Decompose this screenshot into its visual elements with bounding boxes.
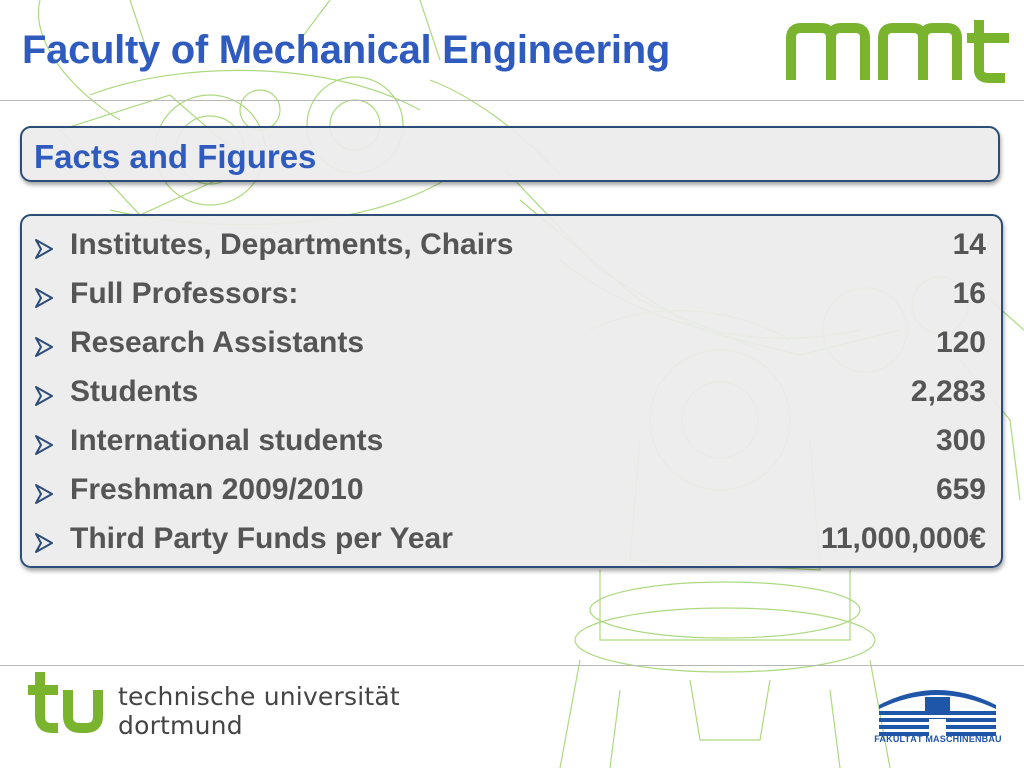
section-heading-box <box>20 126 1000 182</box>
fact-value: 16 <box>952 277 986 310</box>
facts-list <box>20 214 1003 568</box>
university-name-line2: dortmund <box>118 711 243 740</box>
arrow-bullet-icon <box>34 434 54 456</box>
list-item <box>34 228 986 268</box>
page-title: Faculty of Mechanical Engineering <box>22 28 671 72</box>
faculty-logo-label: FAKULTÄT MASCHINENBAU <box>874 734 1002 744</box>
footer-divider <box>0 665 1024 666</box>
list-item <box>34 424 986 464</box>
arrow-bullet-icon <box>34 287 54 309</box>
fact-label: Full Professors: <box>70 277 299 310</box>
arrow-bullet-icon <box>34 336 54 358</box>
fact-label: Third Party Funds per Year <box>70 522 453 555</box>
arrow-bullet-icon <box>34 532 54 554</box>
list-item <box>34 326 986 366</box>
fact-label: Students <box>70 375 199 408</box>
university-name-line1: technische universität <box>118 682 400 711</box>
fact-value: 2,283 <box>910 375 986 408</box>
tu-logo-icon <box>28 672 104 734</box>
fact-label: Research Assistants <box>70 326 365 359</box>
fact-value: 14 <box>952 228 986 261</box>
arrow-bullet-icon <box>34 483 54 505</box>
fact-value: 120 <box>935 326 986 359</box>
list-item <box>34 375 986 415</box>
fact-value: 300 <box>935 424 986 457</box>
fact-value: 11,000,000€ <box>820 522 986 555</box>
header-divider <box>0 100 1024 101</box>
fact-value: 659 <box>935 473 986 506</box>
fact-label: Institutes, Departments, Chairs <box>70 228 514 261</box>
list-item <box>34 277 986 317</box>
fact-label: International students <box>70 424 384 457</box>
arrow-bullet-icon <box>34 238 54 260</box>
section-title: Facts and Figures <box>34 138 317 175</box>
list-item <box>34 522 986 562</box>
university-name <box>118 682 400 740</box>
mmt-logo-icon <box>783 18 1013 84</box>
fact-label: Freshman 2009/2010 <box>70 473 364 506</box>
arrow-bullet-icon <box>34 385 54 407</box>
list-item <box>34 473 986 513</box>
